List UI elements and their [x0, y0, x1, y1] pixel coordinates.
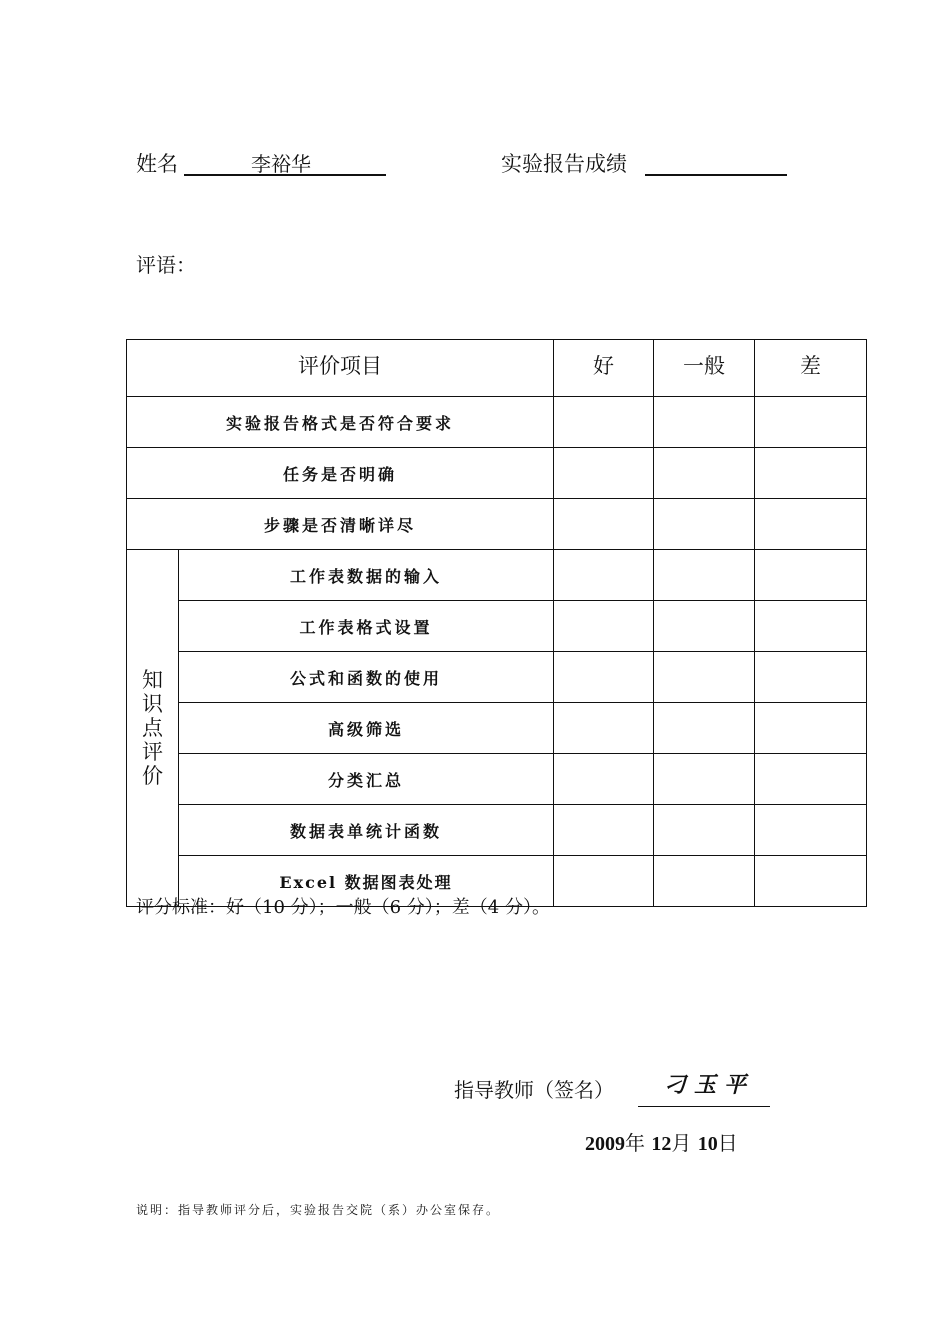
signature-name: 刁玉平: [664, 1072, 755, 1098]
knowledge-item: 高级筛选: [179, 703, 554, 754]
knowledge-group-text: 知识点评价: [142, 668, 163, 788]
comment-label: 评语：: [136, 253, 196, 277]
score-cell-good[interactable]: [554, 754, 654, 805]
general-item: 任务是否明确: [127, 448, 554, 499]
date-day: 10: [697, 1133, 718, 1155]
table-row: [127, 703, 867, 754]
name-value: 李裕华: [251, 152, 311, 176]
score-cell-good[interactable]: [554, 805, 654, 856]
header-item: 评价项目: [127, 340, 554, 397]
score-cell-average[interactable]: [654, 856, 755, 907]
score-cell-poor[interactable]: [755, 652, 867, 703]
table-row: [127, 601, 867, 652]
table-row: [127, 448, 867, 499]
score-cell-good[interactable]: [554, 856, 654, 907]
evaluation-table: [126, 339, 867, 907]
score-cell-good[interactable]: [554, 499, 654, 550]
knowledge-item: 工作表数据的输入: [179, 550, 554, 601]
table-row: [127, 754, 867, 805]
score-cell-poor[interactable]: [755, 448, 867, 499]
date-day-unit: 日: [717, 1131, 738, 1155]
header-poor: 差: [755, 340, 867, 397]
knowledge-item: 工作表格式设置: [179, 601, 554, 652]
knowledge-item: Excel 数据图表处理: [179, 856, 554, 907]
score-cell-good[interactable]: [554, 601, 654, 652]
score-cell-poor[interactable]: [755, 754, 867, 805]
general-item: 步骤是否清晰详尽: [127, 499, 554, 550]
header-good: 好: [554, 340, 654, 397]
score-cell-poor[interactable]: [755, 499, 867, 550]
grade-label: 实验报告成绩: [501, 152, 627, 176]
table-row: [127, 397, 867, 448]
score-cell-poor[interactable]: [755, 397, 867, 448]
score-cell-good[interactable]: [554, 550, 654, 601]
score-cell-good[interactable]: [554, 703, 654, 754]
general-item: 实验报告格式是否符合要求: [127, 397, 554, 448]
score-cell-average[interactable]: [654, 754, 755, 805]
knowledge-item: 分类汇总: [179, 754, 554, 805]
table-header-row: [127, 340, 867, 397]
grade-underline: [645, 174, 787, 176]
knowledge-item: 公式和函数的使用: [179, 652, 554, 703]
score-cell-average[interactable]: [654, 550, 755, 601]
score-cell-average[interactable]: [654, 448, 755, 499]
score-cell-good[interactable]: [554, 448, 654, 499]
table-row: [127, 805, 867, 856]
grading-standard: 评分标准：好（10 分）；一般（6 分）；差（4 分）。: [136, 897, 550, 918]
score-cell-good[interactable]: [554, 652, 654, 703]
score-cell-good[interactable]: [554, 397, 654, 448]
score-cell-average[interactable]: [654, 805, 755, 856]
score-cell-poor[interactable]: [755, 601, 867, 652]
score-cell-poor[interactable]: [755, 856, 867, 907]
date-year: 2009: [585, 1133, 625, 1155]
table-row: [127, 550, 867, 601]
score-cell-average[interactable]: [654, 397, 755, 448]
score-cell-average[interactable]: [654, 601, 755, 652]
name-label: 姓名: [136, 152, 178, 176]
score-cell-poor[interactable]: [755, 805, 867, 856]
date-month-unit: 月: [671, 1131, 692, 1155]
date-month: 12: [651, 1133, 672, 1155]
signature-label: 指导教师（签名）: [454, 1078, 614, 1102]
footnote: 说明：指导教师评分后，实验报告交院（系）办公室保存。: [136, 1203, 501, 1217]
knowledge-item: 数据表单统计函数: [179, 805, 554, 856]
score-cell-average[interactable]: [654, 703, 755, 754]
date-year-unit: 年: [625, 1131, 645, 1155]
score-cell-poor[interactable]: [755, 550, 867, 601]
table-row: [127, 499, 867, 550]
score-cell-average[interactable]: [654, 652, 755, 703]
header-average: 一般: [654, 340, 755, 397]
date: [585, 1127, 738, 1156]
knowledge-group-label: [127, 550, 179, 907]
signature-underline: [638, 1106, 770, 1107]
table-row: [127, 652, 867, 703]
score-cell-poor[interactable]: [755, 703, 867, 754]
score-cell-average[interactable]: [654, 499, 755, 550]
